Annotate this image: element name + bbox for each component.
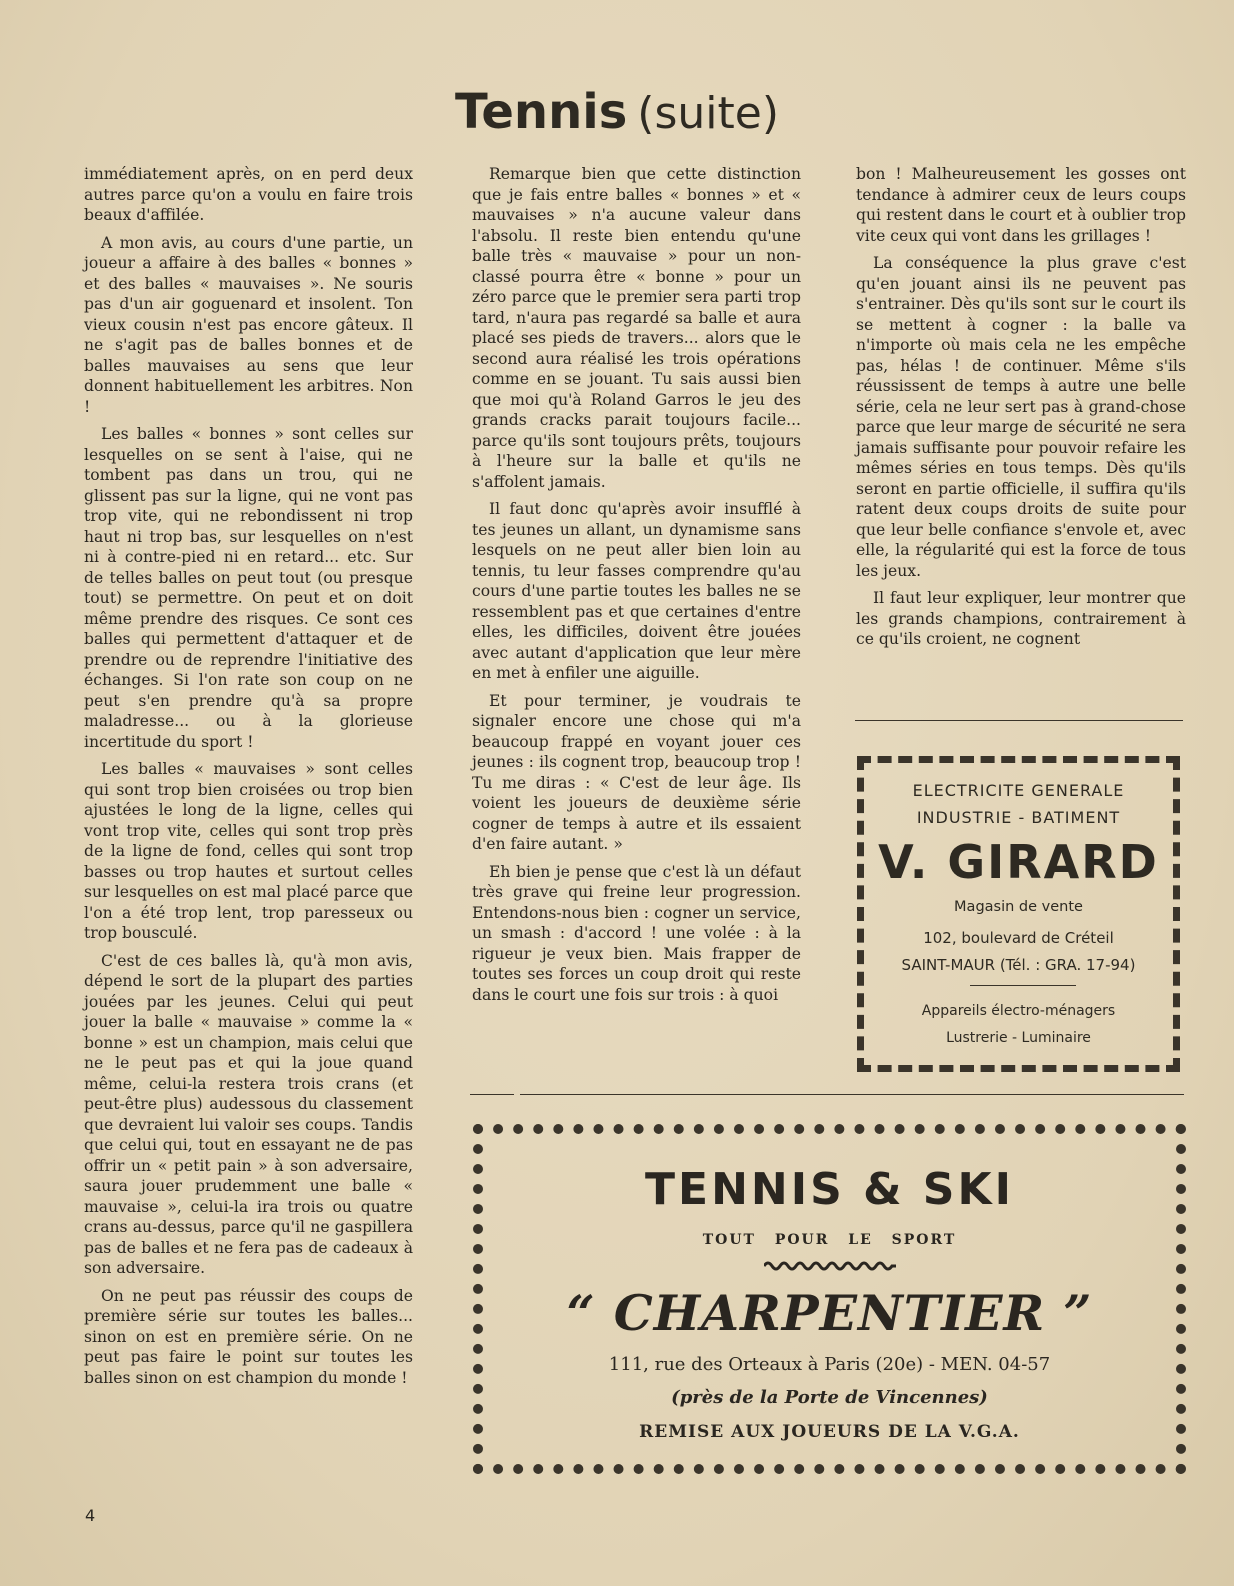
advertisement-girard <box>857 756 1180 1072</box>
ad-line: Lustrerie - Luminaire <box>946 1030 1091 1046</box>
article-column-1 <box>84 164 413 1395</box>
ad-address: 102, boulevard de Créteil <box>923 929 1114 947</box>
ad-line: INDUSTRIE - BATIMENT <box>916 808 1121 827</box>
ad-tagline: TOUT POUR LE SPORT <box>702 1232 957 1248</box>
ad-address: 111, rue des Orteaux à Paris (20e) - MEN. 04-57 <box>608 1354 1051 1375</box>
ad-business-name: “ CHARPENTIER ” <box>566 1284 1093 1342</box>
ad-line: Magasin de vente <box>954 899 1083 915</box>
article-column-2 <box>472 164 801 1012</box>
paragraph: Les balles « mauvaises » sont celles qui sont trop bien croisées ou trop bien ajustées le long de la ligne, celles qui vont trop vite, celles qui sont trop près de la ligne de fond, celles qui sont trop basses ou trop hautes et surtout celles sur lesquelles on est mal placé parce que l'on a été trop lent, trop paresseux ou trop bousculé. <box>84 760 413 942</box>
paragraph: A mon avis, au cours d'une partie, un joueur a affaire à des balles « bonnes » et des balles « mauvaises ». Ne souris pas d'un air goguenard et insolent. Ton vieux cousin n'est pas encore gâteux. Il ne s'agit pas de balles bonnes et de balles mauvaises au sens que leur donnent habituellement les arbitres. Non ! <box>84 233 413 416</box>
ad-separator <box>970 985 1076 986</box>
paragraph: Les balles « bonnes » sont celles sur lesquelles on se sent à l'aise, qui ne tombent pas dans un trou, qui ne glissent pas sur la ligne, qui ne vont pas trop vite, qui ne rebondissent ni trop haut ni trop bas, sur lesquelles on n'est ni à contre-pied ni en retard... etc. Sur de telles balles on peut tout (ou presque tout) se permettre. On peut et on doit même prendre des risques. Ce sont ces balles qui permettent d'attaquer et de prendre ou de reprendre l'initiative des échanges. Si l'on rate son coup on ne peut s'en prendre qu'à sa propre maladresse... ou à la glorieuse incertitude du sport ! <box>84 425 413 751</box>
ad-offer: REMISE AUX JOUEURS DE LA V.G.A. <box>639 1422 1020 1442</box>
column-divider-rule <box>855 720 1183 721</box>
ad-headline: TENNIS & SKI <box>645 1164 1014 1215</box>
section-divider-rule <box>520 1094 1184 1095</box>
ad-line: Appareils électro-ménagers <box>921 1003 1116 1019</box>
title-main: Tennis <box>455 84 628 140</box>
paragraph: C'est de ces balles là, qu'à mon avis, dépend le sort de la plupart des parties jouées par les jeunes. Celui qui peut jouer la balle « mauvaise » comme la « bonne » est un champion, mais celui que ne le peut pas et qui la joue quand même, celui-la restera trois crans (et peut-être plus) audessous du classement que devraient lui valoir ses coups. Tandis que celui qui, tout en essayant ne de pas offrir un « petit pain » à son adversaire, saura jouer prudemment une balle « mauvaise », celui-la ira trois ou quatre crans au-dessus, parce qu'il ne gaspillera pas de balles et ne fera pas de cadeaux à son adversaire. <box>84 951 413 1277</box>
section-divider-rule <box>470 1094 514 1095</box>
paragraph: Eh bien je pense que c'est là un défaut très grave qui freine leur progression. Entendons-nous bien : cogner un service, un smash : d'accord ! une volée : à la rigueur je veux bien. Mais frapper de toutes ses forces un coup droit qui reste dans le court une fois sur trois : à quoi <box>472 862 801 1004</box>
title-subtitle: (suite) <box>637 88 779 139</box>
ad-line: ELECTRICITE GENERALE <box>912 781 1125 800</box>
paragraph: Remarque bien que cette distinction que je fais entre balles « bonnes » et « mauvaises » n'a aucune valeur dans l'absolu. Il reste bien entendu qu'une balle très « mauvaise » pour un non-classé pourra être « bonne » pour un zéro parce que le premier sera parti trop tard, n'aura pas regardé sa balle et aura placé ses pieds de travers... alors que le second aura réalisé les trois opérations comme en se jouant. Tu sais aussi bien que moi qu'à Roland Garros le jeu des grands cracks parait toujours facile... parce qu'ils sont toujours prêts, toujours à l'heure sur la balle et qu'ils ne s'affolent jamais. <box>472 165 801 491</box>
paragraph: immédiatement après, on en perd deux autres parce qu'on a voulu en faire trois beaux d'affilée. <box>84 165 413 224</box>
paragraph: Il faut donc qu'après avoir insufflé à tes jeunes un allant, un dynamisme sans lesquels on ne peut aller bien loin au tennis, tu leur fasses comprendre qu'au cours d'une partie toutes les balles ne se ressemblent pas et que certaines d'entre elles, les difficiles, doivent être jouées avec autant d'application que leur mère en met à enfiler une aiguille. <box>472 500 801 682</box>
ad-location-note: (près de la Porte de Vincennes) <box>671 1387 988 1408</box>
paragraph: La conséquence la plus grave c'est qu'en jouant ainsi ils ne peuvent pas s'entrainer. Dès qu'ils sont sur le court ils se mettent à cogner : la balle va n'importe où mais cela ne les empêche pas, hélas ! de continuer. Même s'ils réussissent de temps à autre une belle série, cela ne leur sert pas à grand-chose parce que leur marge de sécurité ne sera jamais suffisante pour pouvoir refaire les mêmes séries en tous temps. Dès qu'ils seront en partie officielle, il suffira qu'ils ratent deux coups droits de suite pour que leur belle confiance s'envole et, avec elle, la régularité qui est la force de tous les jeux. <box>856 254 1186 580</box>
ad-city-phone: SAINT-MAUR (Tél. : GRA. 17-94) <box>901 956 1136 974</box>
paragraph: On ne peut pas réussir des coups de première série sur toutes les balles... sinon on est en première série. On ne peut pas faire le point sur toutes les balles sinon on est champion du monde ! <box>84 1286 413 1387</box>
article-column-3 <box>856 164 1186 657</box>
page-title <box>0 84 1234 140</box>
page-number: 4 <box>85 1506 96 1525</box>
wave-ornament-icon <box>764 1260 896 1272</box>
paragraph: bon ! Malheureusement les gosses ont tendance à admirer ceux de leurs coups qui restent dans le court et à oublier trop vite ceux qui vont dans les grillages ! <box>856 165 1186 245</box>
advertisement-charpentier <box>473 1124 1186 1474</box>
paragraph: Il faut leur expliquer, leur montrer que les grands champions, contrairement à ce qu'ils croient, ne cognent <box>856 589 1186 648</box>
ad-business-name: V. GIRARD <box>878 835 1159 889</box>
paragraph: Et pour terminer, je voudrais te signaler encore une chose qui m'a beaucoup frappé en voyant jouer ces jeunes : ils cognent trop, beaucoup trop ! Tu me diras : « C'est de leur âge. Ils voient les joueurs de deuxième série cogner de temps à autre et ils essaient d'en faire autant. » <box>472 691 801 853</box>
